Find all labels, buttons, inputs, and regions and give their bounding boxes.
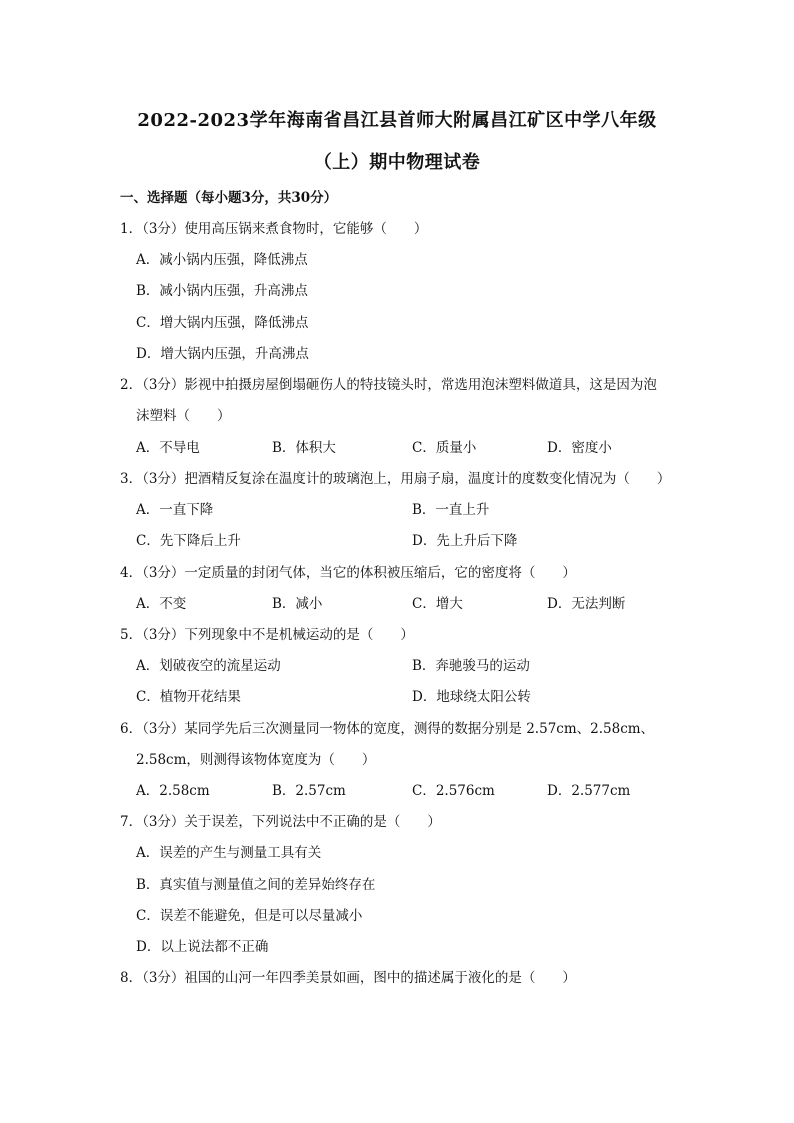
- q4-option-c: C．增大: [412, 596, 463, 612]
- question-8: 8．（3分）祖国的山河一年四季美景如画，图中的描述属于液化的是（ ）: [120, 970, 576, 986]
- q2-option-d: D．密度小: [547, 440, 612, 456]
- question-4: 4．（3分）一定质量的封闭气体，当它的体积被压缩后，它的密度将（ ）: [120, 565, 576, 581]
- question-6: 6．（3分）某同学先后三次测量同一物体的宽度，测得的数据分别是 2.57cm、2.58cm、: [120, 721, 655, 737]
- q3-option-b: B．一直上升: [412, 502, 490, 518]
- question-7: 7．（3分）关于误差，下列说法中不正确的是（ ）: [120, 814, 441, 830]
- exam-title-line-2: （上）期中物理试卷: [313, 152, 481, 173]
- question-6-continued: 2.58cm，则测得该物体宽度为（ ）: [136, 752, 376, 768]
- q6-option-b: B．2.57cm: [272, 783, 346, 799]
- q3-option-c: C．先下降后上升: [136, 533, 241, 549]
- question-3: 3．（3分）把酒精反复涂在温度计的玻璃泡上，用扇子扇，温度计的度数变化情况为（ ）: [120, 471, 671, 487]
- q2-option-a: A．不导电: [136, 440, 200, 456]
- q2-option-b: B．体积大: [272, 440, 336, 456]
- q7-option-d: D．以上说法都不正确: [136, 939, 269, 955]
- section-heading: 一、选择题（每小题3分，共30分）: [120, 190, 338, 206]
- q5-option-b: B．奔驰骏马的运动: [412, 658, 530, 674]
- q6-option-d: D．2.577cm: [547, 783, 631, 799]
- q1-option-c: C．增大锅内压强，降低沸点: [136, 315, 309, 331]
- q5-option-c: C．植物开花结果: [136, 689, 241, 705]
- q3-option-a: A．一直下降: [136, 502, 214, 518]
- q4-option-a: A．不变: [136, 596, 187, 612]
- q2-option-c: C．质量小: [412, 440, 477, 456]
- q7-option-a: A．误差的产生与测量工具有关: [136, 845, 322, 861]
- q5-option-d: D．地球绕太阳公转: [412, 689, 531, 705]
- exam-title-line-1: 2022-2023学年海南省昌江县首师大附属昌江矿区中学八年级: [137, 110, 657, 131]
- q1-option-d: D．增大锅内压强，升高沸点: [136, 346, 309, 362]
- question-1: 1．（3分）使用高压锅来煮食物时，它能够（ ）: [120, 221, 428, 237]
- question-2-continued: 沫塑料（ ）: [136, 408, 231, 424]
- q7-option-b: B．真实值与测量值之间的差异始终存在: [136, 877, 376, 893]
- q3-option-d: D．先上升后下降: [412, 533, 518, 549]
- q6-option-a: A．2.58cm: [136, 783, 210, 799]
- q4-option-d: D．无法判断: [547, 596, 626, 612]
- q7-option-c: C．误差不能避免，但是可以尽量减小: [136, 908, 363, 924]
- question-5: 5．（3分）下列现象中不是机械运动的是（ ）: [120, 627, 414, 643]
- q1-option-b: B．减小锅内压强，升高沸点: [136, 283, 308, 299]
- q1-option-a: A．减小锅内压强，降低沸点: [136, 252, 308, 268]
- q4-option-b: B．减小: [272, 596, 323, 612]
- question-2: 2．（3分）影视中拍摄房屋倒塌砸伤人的特技镜头时，常选用泡沫塑料做道具，这是因为泡: [120, 377, 657, 393]
- q5-option-a: A．划破夜空的流星运动: [136, 658, 281, 674]
- q6-option-c: C．2.576cm: [412, 783, 495, 799]
